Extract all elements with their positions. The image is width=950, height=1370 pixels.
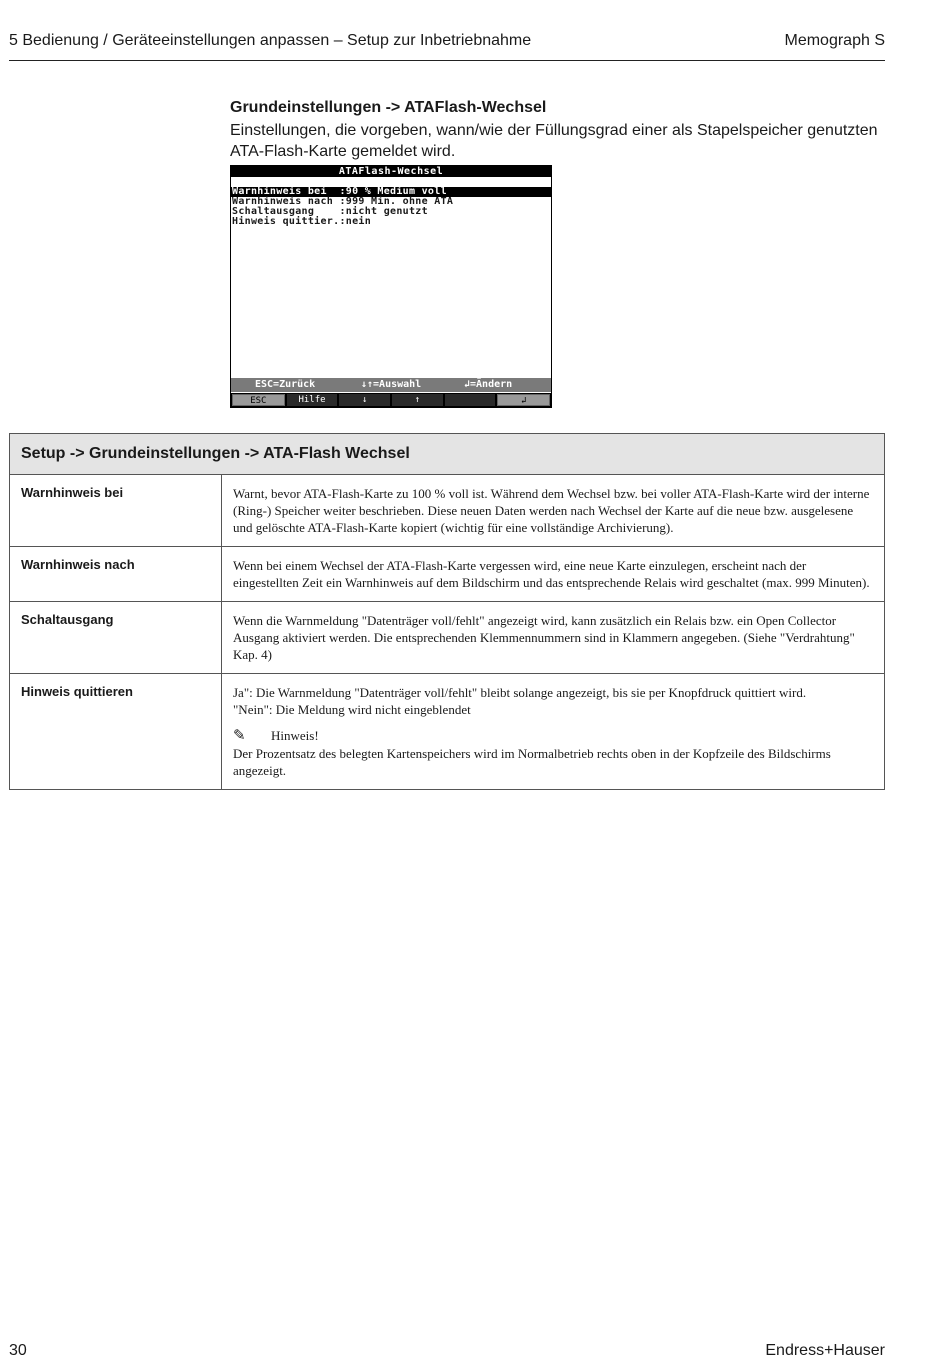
table-row xyxy=(10,547,885,602)
screen-status-bar xyxy=(231,378,551,392)
arrow-down-softkey[interactable]: ↓ xyxy=(339,394,390,406)
option-nein-text: "Nein": Die Meldung wird nicht eingeblendet xyxy=(233,702,471,717)
empty-softkey[interactable] xyxy=(445,394,496,406)
status-select-hint: ↓↑=Auswahl xyxy=(361,379,422,390)
note-text: Der Prozentsatz des belegten Kartenspeichers wird im Normalbetrieb rechts oben in der Kopfzeile des Bildschirms angezeigt. xyxy=(233,746,831,778)
esc-softkey[interactable]: ESC xyxy=(232,394,285,406)
screen-title: ATAFlash-Wechsel xyxy=(231,166,551,177)
table-row xyxy=(10,602,885,674)
screen-row-hinweis-quittieren[interactable]: Hinweis quittier.:nein xyxy=(232,216,372,227)
param-name: Warnhinweis bei xyxy=(10,475,222,547)
note-label: Hinweis! xyxy=(271,728,319,743)
pencil-icon: ✎ xyxy=(233,728,246,744)
product-name: Memograph S xyxy=(784,32,885,49)
param-name: Hinweis quittieren xyxy=(10,674,222,790)
option-ja-text: Ja": Die Warnmeldung "Datenträger voll/fehlt" bleibt solange angezeigt, bis sie per Knopfdruck quittiert wird. xyxy=(233,685,807,700)
screen-row-schaltausgang[interactable]: Schaltausgang :nicht genutzt xyxy=(232,206,428,217)
softkey-bar xyxy=(231,393,551,407)
table-row xyxy=(10,475,885,547)
page-header xyxy=(9,32,885,61)
screen-menu xyxy=(231,187,551,227)
status-change-hint: ↲=Ändern xyxy=(464,379,513,390)
device-screen xyxy=(230,165,552,408)
param-name: Schaltausgang xyxy=(10,602,222,674)
chapter-title: 5 Bedienung / Geräteeinstellungen anpassen – Setup zur Inbetriebnahme xyxy=(9,32,532,49)
help-softkey[interactable]: Hilfe xyxy=(287,394,338,406)
param-name: Warnhinweis nach xyxy=(10,547,222,602)
param-description: Warnt, bevor ATA-Flash-Karte zu 100 % voll ist. Während dem Wechsel bzw. bei voller ATA-Flash-Karte wird der interne (Ring-) Speicher weiter beschrieben. Diese neuen Daten werden nach Wechsel der Karte auf die neue bzw. ausgelesene und gelöschte ATA-Flash-Karte kopiert (wichtig für eine vollständige Archivierung). xyxy=(222,475,885,547)
status-esc-hint: ESC=Zurück xyxy=(255,379,316,390)
param-description xyxy=(222,674,885,790)
note-heading xyxy=(233,727,873,745)
table-row xyxy=(10,674,885,790)
section-title: Grundeinstellungen -> ATAFlash-Wechsel xyxy=(230,99,547,116)
enter-softkey[interactable]: ↲ xyxy=(497,394,550,406)
param-description: Wenn bei einem Wechsel der ATA-Flash-Karte vergessen wird, eine neue Karte einzulegen, erscheint nach der eingestellten Zeit ein Warnhinweis auf dem Bildschirm und das entsprechende Relais wird geschaltet (max. 999 Minuten). xyxy=(222,547,885,602)
section-description: Einstellungen, die vorgeben, wann/wie der Füllungsgrad einer als Stapelspeicher genutzten ATA-Flash-Karte gemeldet wird. xyxy=(230,122,878,160)
brand-name: Endress+Hauser xyxy=(765,1342,885,1359)
param-description: Wenn die Warnmeldung "Datenträger voll/fehlt" angezeigt wird, kann zusätzlich ein Relais bzw. ein Open Collector Ausgang aktiviert werden. Die entsprechenden Klemmennummern sind in Klammern angegeben. (Siehe "Verdrahtung" Kap. 4) xyxy=(222,602,885,674)
arrow-up-softkey[interactable]: ↑ xyxy=(392,394,443,406)
screen-row-warnhinweis-nach[interactable]: Warnhinweis nach :999 Min. ohne ATA xyxy=(232,196,454,207)
settings-table xyxy=(9,433,885,790)
table-heading: Setup -> Grundeinstellungen -> ATA-Flash Wechsel xyxy=(10,434,885,475)
page-number: 30 xyxy=(9,1342,27,1359)
screen-row-warnhinweis-bei[interactable]: Warnhinweis bei :90 % Medium voll xyxy=(231,187,551,197)
